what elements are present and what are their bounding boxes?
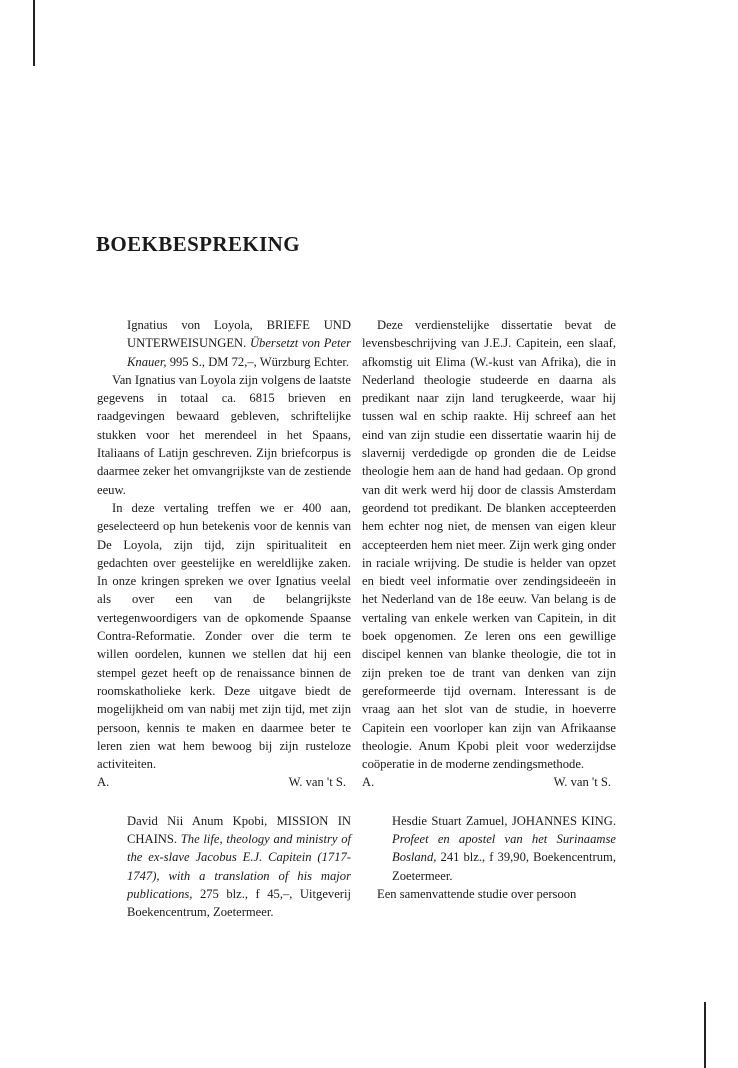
review2-citation <box>127 812 351 922</box>
review1-author-title: Ignatius von Loyola, BRIEFE UND UNTERWEISUNGEN. <box>127 318 351 351</box>
review3-subtitle: Profeet en apostel van het Surinaamse Bosland, <box>392 832 616 865</box>
review1-paragraph-1: Van Ignatius van Loyola zijn volgens de laatste gegevens in totaal ca. 6815 brieven en raadgevingen bewaard gebleven, schriftelijke stukken voor het merendeel in het Spaans, Italiaans of Latijn geschreven. Zijn briefcorpus is daarmee zeker het omvangrijkste van de zestiende eeuw. <box>97 372 351 497</box>
column-left <box>97 316 351 922</box>
review3-author-title: Hesdie Stuart Zamuel, JOHANNES KING. <box>392 813 616 828</box>
review2-signature <box>362 773 616 791</box>
margin-rule-top <box>33 0 35 66</box>
margin-rule-bottom <box>704 1002 706 1068</box>
review2-publication: 275 blz., f 45,–, Uitgeverij Boekencentrum, Zoetermeer. <box>127 886 351 920</box>
review3-opening: Een samenvattende studie over persoon <box>377 886 577 901</box>
review2-paragraph-1: Deze verdienstelijke dissertatie bevat de levensbeschrijving van J.E.J. Capitein, een slaaf, afkomstig uit Elima (W.-kust van Afrika), die in Nederland theologie studeerde en daarna als predikant naar zijn land terugkeerde, waar hij tussen wal en schip raakte. Hij schreef aan het eind van zijn studie een dissertatie waarin hij de slavernij verdedigde op gronden die de Leidse theologie hem aan de hand had gedaan. Op grond van dit werk werd hij door de classis Amsterdam geordend tot predikant. De blanken accepteerden hem echter nog niet, de mensen van eigen kleur accepteerden hem niet meer. Zijn werk ging onder in raciale wrijving. De studie is helder van opzet en biedt veel informatie over zendingsideeën in het Nederland van de 18e eeuw. Van belang is de vertaling van enkele werken van Capitein, in dit boek opgenomen. Ze leren ons een gewillige discipel kennen van blanke theologie, die tot in zijn preken toe de trant van denken van zijn gereformeerde tijd overnam. Interessant is de vraag aan het slot van de studie, in hoeverre Capitein een voorloper kan zijn van Afrikaanse theologie. Anum Kpobi pleit voor wederzijdse coöperatie in de moderne zendingsmethode. <box>362 318 616 772</box>
review2-author-title: David Nii Anum Kpobi, MISSION IN CHAINS. <box>127 813 351 847</box>
review1-paragraph-2: In deze vertaling treffen we er 400 aan, geselecteerd op hun betekenis voor de kennis van De Loyola, zijn tijd, zijn spiritualiteit en gedachten over geestelijke en wereldlijke zaken. In onze kringen spreken we over Ignatius veelal als over een van de belangrijkste vertegenwoordigers van de opkomende Spaanse Contra-Reformatie. Zonder over die term te willen oordelen, kunnen we stellen dat hij een stempel gezet heeft op de renaissance binnen de roomskatholieke kerk. Deze uitgave biedt de mogelijkheid om van nabij met zijn tijd, met zijn persoon, kennis te maken en daarmee beter te leren zien wat hem bewoog bij zijn rusteloze activiteiten. <box>97 500 351 772</box>
review2-sign-initial: A. <box>362 775 375 790</box>
review2-subtitle: The life, theology and ministry of the ex-slave Jacobus E.J. Capitein (1717-1747), with a translation of his major publications, <box>127 832 351 901</box>
review3-publication: 241 blz., f 39,90, Boekencentrum, Zoetermeer. <box>392 850 616 883</box>
review1-signature <box>97 773 351 791</box>
review2-sign-name: W. van 't S. <box>553 775 611 790</box>
page-title: BOEKBESPREKING <box>96 232 300 256</box>
review1-sign-initial: A. <box>97 775 110 790</box>
review1-publication: 995 S., DM 72,–, Würzburg Echter. <box>169 354 350 369</box>
review1-sign-name: W. van 't S. <box>288 775 346 790</box>
review3-citation <box>392 812 616 885</box>
review1-translator: Übersetzt von Peter Knauer, <box>127 336 351 369</box>
review1-citation <box>127 316 351 371</box>
column-right <box>362 316 616 903</box>
